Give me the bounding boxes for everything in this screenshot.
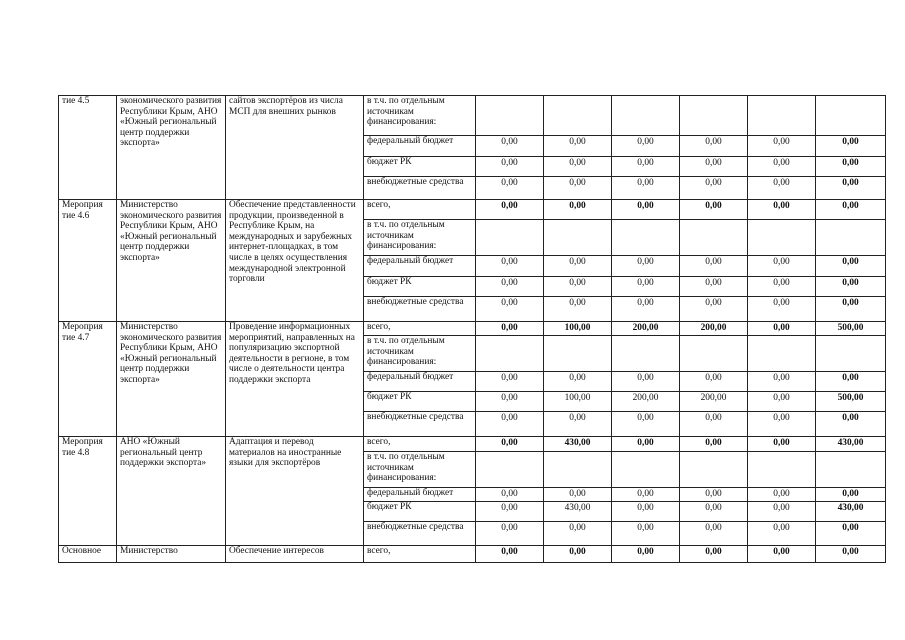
amount-cell: 0,00 xyxy=(612,157,680,177)
funding-source-label: всего, xyxy=(364,200,476,220)
amount-cell: 0,00 xyxy=(748,177,816,200)
amount-cell: 0,00 xyxy=(544,522,612,546)
amount-cell: 0,00 xyxy=(612,177,680,200)
amount-cell xyxy=(748,336,816,372)
amount-cell: 0,00 xyxy=(748,157,816,177)
amount-cell: 430,00 xyxy=(544,502,612,522)
table-row xyxy=(59,546,886,563)
amount-cell: 0,00 xyxy=(544,157,612,177)
amount-cell: 500,00 xyxy=(816,322,886,336)
amount-cell: 0,00 xyxy=(680,277,748,297)
amount-cell xyxy=(476,220,544,256)
amount-cell: 0,00 xyxy=(816,157,886,177)
amount-cell: 0,00 xyxy=(612,546,680,563)
amount-cell: 0,00 xyxy=(748,372,816,392)
measure-code-cell: Мероприя тие 4.6 xyxy=(59,200,117,322)
amount-cell: 0,00 xyxy=(680,297,748,322)
funding-source-label: федеральный бюджет xyxy=(364,256,476,277)
amount-cell xyxy=(476,96,544,136)
amount-cell: 0,00 xyxy=(612,372,680,392)
amount-cell: 0,00 xyxy=(544,372,612,392)
amount-cell: 0,00 xyxy=(680,488,748,502)
funding-source-label: федеральный бюджет xyxy=(364,488,476,502)
amount-cell: 0,00 xyxy=(748,322,816,336)
funding-source-label: федеральный бюджет xyxy=(364,136,476,157)
amount-cell: 0,00 xyxy=(476,297,544,322)
amount-cell: 0,00 xyxy=(476,277,544,297)
amount-cell: 0,00 xyxy=(680,502,748,522)
amount-cell: 0,00 xyxy=(612,412,680,437)
amount-cell: 0,00 xyxy=(816,200,886,220)
amount-cell: 0,00 xyxy=(544,488,612,502)
amount-cell: 0,00 xyxy=(680,437,748,452)
amount-cell: 0,00 xyxy=(816,488,886,502)
amount-cell xyxy=(544,452,612,488)
table-row xyxy=(59,96,886,136)
measure-code-cell: Основное xyxy=(59,546,117,563)
amount-cell: 0,00 xyxy=(612,502,680,522)
amount-cell: 0,00 xyxy=(680,256,748,277)
amount-cell xyxy=(476,452,544,488)
amount-cell xyxy=(612,220,680,256)
executor-cell: АНО «Южный региональный центр поддержки экспорта» xyxy=(117,437,226,546)
amount-cell: 0,00 xyxy=(680,200,748,220)
amount-cell: 0,00 xyxy=(476,412,544,437)
amount-cell: 0,00 xyxy=(680,412,748,437)
executor-cell: экономического развития Республики Крым, АНО «Южный региональный центр поддержки экспорта» xyxy=(117,96,226,200)
amount-cell: 0,00 xyxy=(476,256,544,277)
amount-cell: 0,00 xyxy=(748,200,816,220)
amount-cell: 0,00 xyxy=(544,200,612,220)
amount-cell: 0,00 xyxy=(816,546,886,563)
amount-cell: 0,00 xyxy=(748,297,816,322)
amount-cell: 0,00 xyxy=(544,177,612,200)
funding-source-label: всего, xyxy=(364,322,476,336)
amount-cell xyxy=(612,96,680,136)
amount-cell: 0,00 xyxy=(476,502,544,522)
amount-cell: 0,00 xyxy=(612,488,680,502)
measure-code-cell: Мероприя тие 4.7 xyxy=(59,322,117,437)
amount-cell: 0,00 xyxy=(816,412,886,437)
amount-cell: 0,00 xyxy=(476,136,544,157)
funding-source-label: всего, xyxy=(364,546,476,563)
funding-source-label: бюджет РК xyxy=(364,277,476,297)
amount-cell: 0,00 xyxy=(476,372,544,392)
amount-cell: 0,00 xyxy=(680,136,748,157)
amount-cell: 0,00 xyxy=(748,502,816,522)
amount-cell: 0,00 xyxy=(612,522,680,546)
amount-cell: 0,00 xyxy=(544,297,612,322)
amount-cell: 0,00 xyxy=(612,297,680,322)
funding-source-label: внебюджетные средства xyxy=(364,177,476,200)
funding-source-label: в т.ч. по отдельным источникам финансирования: xyxy=(364,336,476,372)
amount-cell xyxy=(748,452,816,488)
financing-table xyxy=(58,95,886,563)
amount-cell xyxy=(544,96,612,136)
amount-cell: 200,00 xyxy=(612,392,680,412)
table-row xyxy=(59,322,886,336)
funding-source-label: внебюджетные средства xyxy=(364,522,476,546)
amount-cell: 0,00 xyxy=(476,488,544,502)
amount-cell xyxy=(544,220,612,256)
amount-cell: 0,00 xyxy=(748,256,816,277)
amount-cell xyxy=(680,336,748,372)
amount-cell: 0,00 xyxy=(476,437,544,452)
amount-cell: 0,00 xyxy=(748,277,816,297)
funding-source-label: всего, xyxy=(364,437,476,452)
measure-code-cell: Мероприя тие 4.8 xyxy=(59,437,117,546)
amount-cell: 0,00 xyxy=(680,177,748,200)
amount-cell xyxy=(680,96,748,136)
amount-cell: 430,00 xyxy=(816,502,886,522)
amount-cell: 0,00 xyxy=(544,546,612,563)
amount-cell: 500,00 xyxy=(816,392,886,412)
funding-source-label: федеральный бюджет xyxy=(364,372,476,392)
amount-cell: 100,00 xyxy=(544,322,612,336)
amount-cell: 0,00 xyxy=(612,256,680,277)
amount-cell xyxy=(680,452,748,488)
executor-cell: Министерство экономического развития Республики Крым, АНО «Южный региональный центр поддержки экспорта» xyxy=(117,200,226,322)
amount-cell xyxy=(612,452,680,488)
description-cell: сайтов экспортёров из числа МСП для внешних рынков xyxy=(226,96,364,200)
description-cell: Адаптация и перевод материалов на иностранные языки для экспортёров xyxy=(226,437,364,546)
amount-cell: 0,00 xyxy=(680,157,748,177)
amount-cell xyxy=(476,336,544,372)
funding-source-label: в т.ч. по отдельным источникам финансирования: xyxy=(364,96,476,136)
table-row xyxy=(59,200,886,220)
amount-cell: 0,00 xyxy=(612,437,680,452)
amount-cell xyxy=(816,96,886,136)
funding-source-label: в т.ч. по отдельным источникам финансирования: xyxy=(364,452,476,488)
amount-cell: 0,00 xyxy=(748,392,816,412)
amount-cell: 0,00 xyxy=(612,277,680,297)
amount-cell: 100,00 xyxy=(544,392,612,412)
amount-cell: 0,00 xyxy=(544,256,612,277)
description-cell: Обеспечение представленности продукции, произведенной в Республике Крым, на международных и зарубежных интернет-площадках, в том числе в целях осуществления международной электронной торговли xyxy=(226,200,364,322)
amount-cell: 0,00 xyxy=(748,522,816,546)
amount-cell: 0,00 xyxy=(476,392,544,412)
amount-cell xyxy=(816,220,886,256)
amount-cell: 0,00 xyxy=(544,136,612,157)
amount-cell: 0,00 xyxy=(748,437,816,452)
amount-cell xyxy=(816,452,886,488)
amount-cell: 0,00 xyxy=(476,200,544,220)
amount-cell: 0,00 xyxy=(544,277,612,297)
amount-cell: 0,00 xyxy=(748,546,816,563)
amount-cell xyxy=(748,220,816,256)
amount-cell: 0,00 xyxy=(748,412,816,437)
amount-cell: 0,00 xyxy=(544,412,612,437)
funding-source-label: внебюджетные средства xyxy=(364,297,476,322)
funding-source-label: бюджет РК xyxy=(364,502,476,522)
executor-cell: Министерство xyxy=(117,546,226,563)
amount-cell xyxy=(680,220,748,256)
amount-cell: 430,00 xyxy=(816,437,886,452)
amount-cell xyxy=(748,96,816,136)
amount-cell: 200,00 xyxy=(680,392,748,412)
description-cell: Обеспечение интересов xyxy=(226,546,364,563)
measure-code-cell: тие 4.5 xyxy=(59,96,117,200)
funding-source-label: бюджет РК xyxy=(364,157,476,177)
funding-source-label: бюджет РК xyxy=(364,392,476,412)
amount-cell: 0,00 xyxy=(816,297,886,322)
amount-cell: 0,00 xyxy=(816,256,886,277)
executor-cell: Министерство экономического развития Республики Крым, АНО «Южный региональный центр поддержки экспорта» xyxy=(117,322,226,437)
amount-cell: 0,00 xyxy=(816,277,886,297)
funding-source-label: в т.ч. по отдельным источникам финансирования: xyxy=(364,220,476,256)
amount-cell xyxy=(816,336,886,372)
amount-cell: 0,00 xyxy=(680,372,748,392)
amount-cell: 200,00 xyxy=(680,322,748,336)
amount-cell: 0,00 xyxy=(612,200,680,220)
amount-cell: 0,00 xyxy=(680,522,748,546)
table-row xyxy=(59,437,886,452)
amount-cell: 430,00 xyxy=(544,437,612,452)
amount-cell: 0,00 xyxy=(476,157,544,177)
amount-cell: 0,00 xyxy=(476,546,544,563)
amount-cell xyxy=(612,336,680,372)
amount-cell: 0,00 xyxy=(476,322,544,336)
amount-cell: 0,00 xyxy=(476,177,544,200)
amount-cell: 0,00 xyxy=(612,136,680,157)
amount-cell: 0,00 xyxy=(816,136,886,157)
amount-cell xyxy=(544,336,612,372)
amount-cell: 200,00 xyxy=(612,322,680,336)
funding-source-label: внебюджетные средства xyxy=(364,412,476,437)
amount-cell: 0,00 xyxy=(476,522,544,546)
amount-cell: 0,00 xyxy=(816,372,886,392)
amount-cell: 0,00 xyxy=(816,522,886,546)
amount-cell: 0,00 xyxy=(748,136,816,157)
amount-cell: 0,00 xyxy=(680,546,748,563)
amount-cell: 0,00 xyxy=(816,177,886,200)
amount-cell: 0,00 xyxy=(748,488,816,502)
description-cell: Проведение информационных мероприятий, направленных на популяризацию экспортной деятельности в регионе, в том числе о деятельности центра поддержки экспорта xyxy=(226,322,364,437)
